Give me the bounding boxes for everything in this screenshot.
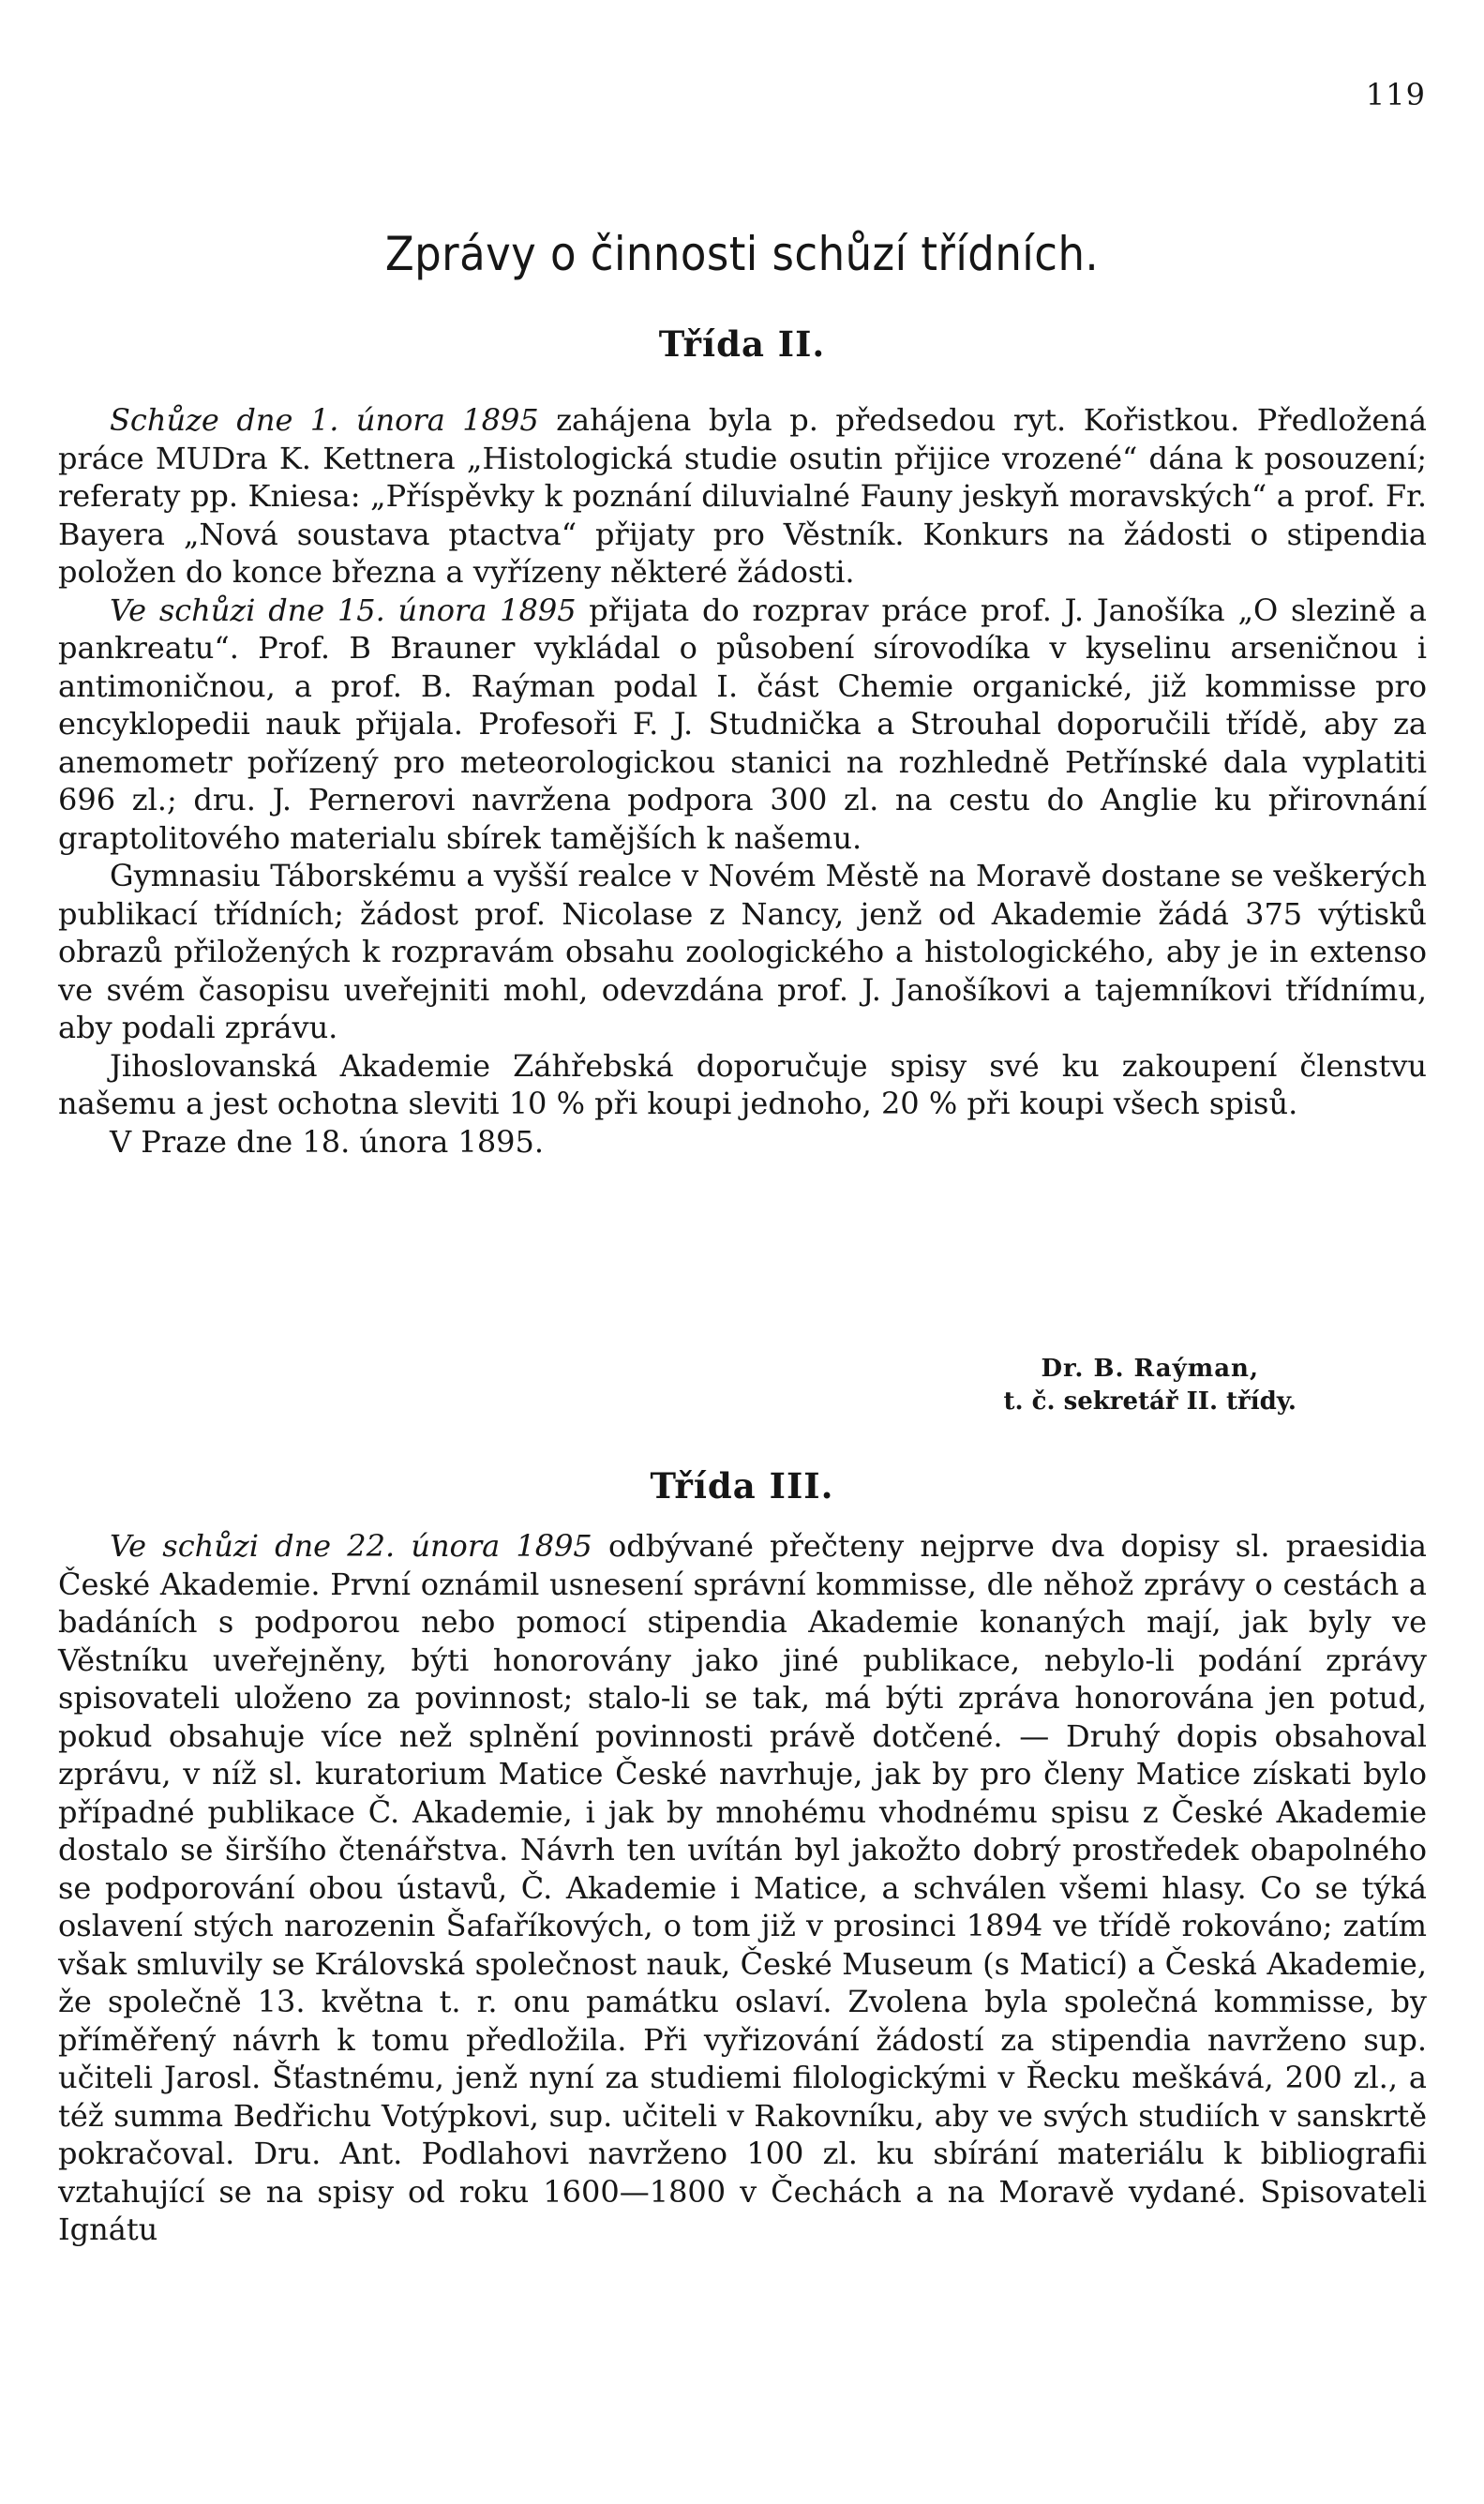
meeting-date: Schůze dne 1. února 1895 (110, 402, 539, 438)
section-body-class-iii (58, 1527, 1427, 2249)
paragraph-place-date: V Praze dne 18. února 1895. (110, 1123, 545, 1160)
paragraph-text: zahájena byla p. předsedou ryt. Kořistkou. Předložená práce MUDra K. Kettnera „Histologická studie osutin přijice vrozené“ dána k posouzení; referaty pp. Kniesa: „Příspěvky k poznání diluvialné Fauny jeskyň moravských“ a prof. Fr. Bayera „Nová soustava ptactva“ přijaty pro Věstník. Konkurs na žádosti o stipendia položen do konce března a vyřízeny některé žádosti. (58, 402, 1428, 590)
signature-block (1004, 1353, 1297, 1418)
section-heading-class-ii: Třída II. (658, 323, 826, 365)
section-body-class-ii (58, 401, 1427, 1161)
section-heading-class-iii: Třída III. (650, 1465, 834, 1507)
paragraph-zagreb-academy: Jihoslovanská Akademie Záhřebská doporučuje spisy své ku zakoupení členstvu našemu a jest ochotna sleviti 10 % při koupi jednoho, 20 % při koupi všech spisů. (58, 1047, 1427, 1121)
page-number: 119 (1365, 77, 1426, 112)
page-title: Zprávy o činnosti schůzí třídních. (384, 227, 1100, 281)
paragraph-text: odbývané přečteny nejprve dva dopisy sl. praesidia České Akademie. První oznámil usnesení správní kommisse, dle něhož zprávy o cestách a badáních s podporou nebo pomocí stipendia Akademie konaných mají, jak byly ve Věstníku uveřejněny, býti honorovány jako jiné publikace, nebylo-li podání zprávy spisovateli uloženo za povinnost; stalo-li se tak, má býti zpráva honorována jen potud, pokud obsahuje více než splnění povinnosti právě dotčené. — Druhý dopis obsahoval zprávu, v níž sl. kuratorium Matice České navrhuje, jak by pro členy Matice získati bylo případné publikace Č. Akademie, i jak by mnohému vhodnému spisu z České Akademie dostalo se širšího čtenářstva. Návrh ten uvítán byl jakožto dobrý prostředek obapolného se podporování obou ústavů, Č. Akademie i Matice, a schválen všemi hlasy. Co se týká oslavení stých narozenin Šafaříkových, o tom již v prosinci 1894 ve třídě rokováno; zatím však smluvily se Královská společnost nauk, České Museum (s Maticí) a Česká Akademie, že společně 13. května t. r. onu památku oslaví. Zvolena byla společná kommisse, by příměřený návrh k tomu předložila. Při vyřizování žádostí za stipendia navrženo sup. učiteli Jarosl. Šťastnému, jenž nyní za studiemi filologickými v Řecku meškává, 200 zl., a též summa Bedřichu Votýpkovi, sup. učiteli v Rakovníku, aby ve svých studiích v sanskrtě pokračoval. Dru. Ant. Podlahovi navrženo 100 zl. ku sbírání materiálu k bibliografii vztahující se na spisy od roku 1600—1800 v Čechách a na Moravě vydané. Spisovateli Ignátu (58, 1528, 1428, 2247)
signature-name: Dr. B. Raýman, (1041, 1355, 1260, 1383)
paragraph-meeting-feb-22 (58, 1527, 1427, 2249)
paragraph-meeting-feb-15 (58, 592, 1427, 858)
signature-role: t. č. sekretář II. třídy. (1003, 1387, 1297, 1416)
meeting-date: Ve schůzi dne 22. února 1895 (110, 1528, 592, 1564)
paragraph-meeting-feb-1 (58, 401, 1427, 592)
meeting-date: Ve schůzi dne 15. února 1895 (110, 592, 577, 628)
paragraph-text: přijata do rozprav práce prof. J. Janošíka „O slezině a pankreatu“. Prof. B Brauner vykládal o působení sírovodíka v kyselinu arseničnou i antimoničnou, a prof. B. Raýman podal I. část Chemie organické, již kommisse pro encyklopedii nauk přijala. Profesoři F. J. Studnička a Strouhal doporučili třídě, aby za anemometr pořízený pro meteorologickou stanici na rozhledně Petřínské dala vyplatiti 696 zl.; dru. J. Pernerovi navržena podpora 300 zl. na cestu do Anglie ku přirovnání graptolitového materialu sbírek tamějších k našemu. (58, 592, 1428, 856)
paragraph-gymnasium: Gymnasiu Táborskému a vyšší realce v Novém Městě na Moravě dostane se veškerých publikací třídních; žádost prof. Nicolase z Nancy, jenž od Akademie žádá 375 výtisků obrazů přiložených k rozpravám obsahu zoologického a histologického, aby je in extenso ve svém časopisu uveřejniti mohl, odevzdána prof. J. Janošíkovi a tajemníkovi třídnímu, aby podali zprávu. (58, 858, 1427, 1045)
